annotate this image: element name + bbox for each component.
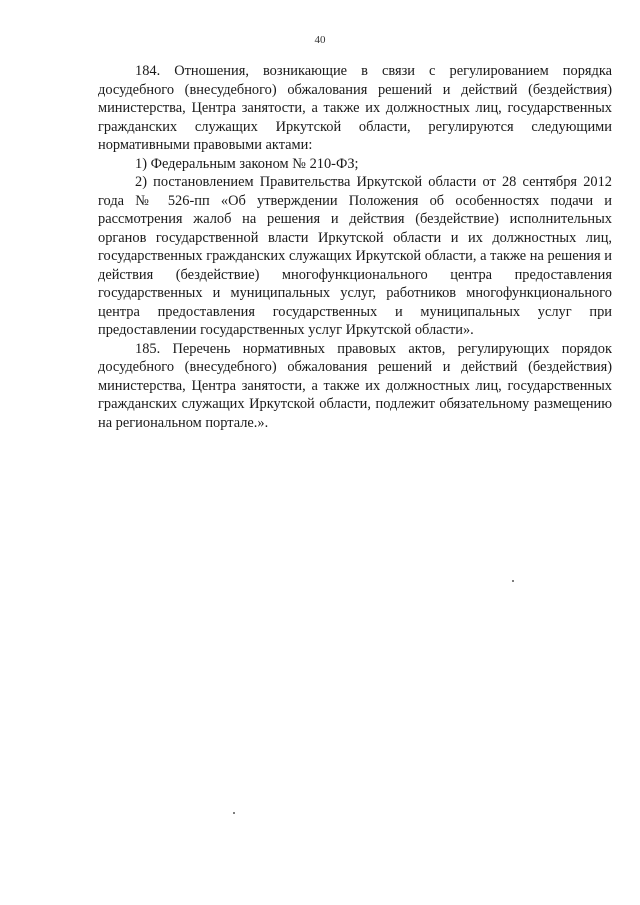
paragraph-184: 184. Отношения, возникающие в связи с регулированием порядка досудебного (внесудебного) обжалования решений и действий (бездействия) министерства, Центра занятости, а также их должностных лиц, государственных гражданских служащих Иркутской области, регулируются следующими нормативными правовыми актами:: [98, 63, 612, 153]
document-body: [98, 62, 612, 432]
scan-speck: [233, 812, 235, 814]
page-number: 40: [314, 34, 326, 46]
scan-speck: [512, 580, 514, 582]
list-item-2: 2) постановлением Правительства Иркутской области от 28 сентября 2012 года № 526-пп «Об утверждении Положения об особенностях подачи и рассмотрения жалоб на решения и действия (бездействие) исполнительных органов государственной власти Иркутской области и их должностных лиц, государственных гражданских служащих Иркутской области, а также на решения и действия (бездействие) многофункционального центра предоставления государственных и муниципальных услуг, работников многофункционального центра предоставления государственных и муниципальных услуг при предоставлении государственных услуг Иркутской области».: [98, 174, 612, 338]
list-item-1: 1) Федеральным законом № 210-ФЗ;: [135, 155, 359, 172]
paragraph-185: 185. Перечень нормативных правовых актов, регулирующих порядок досудебного (внесудебного) обжалования решений и действий (бездействия) министерства, Центра занятости, а также их должностных лиц, государственных гражданских служащих Иркутской области, подлежит обязательному размещению на региональном портале.».: [98, 340, 612, 431]
